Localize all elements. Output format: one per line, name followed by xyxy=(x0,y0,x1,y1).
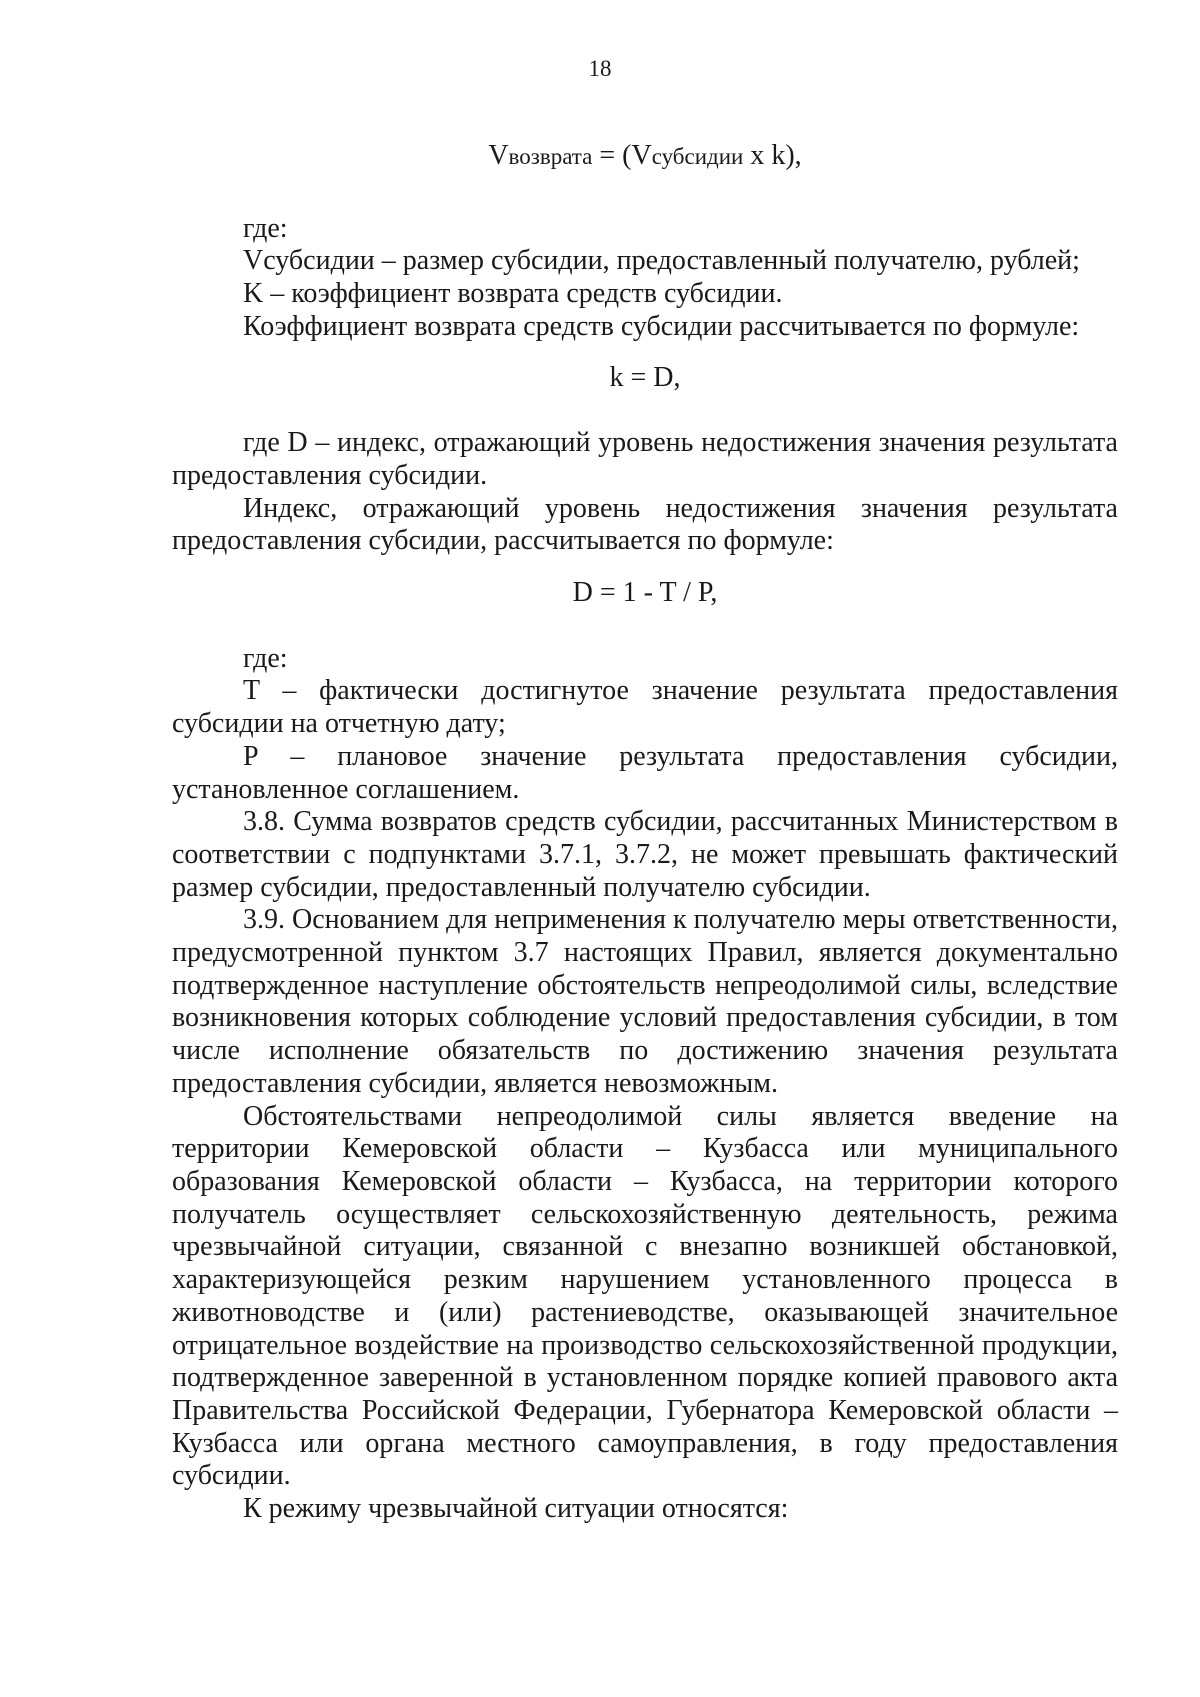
formula-d: D = 1 - T / P, xyxy=(572,577,718,609)
paragraph-v-subsidy-definition: Vсубсидии – размер субсидии, предоставленный получателю, рублей; xyxy=(243,245,1080,277)
page-number: 18 xyxy=(588,56,612,81)
paragraph-emergency-regime: К режиму чрезвычайной ситуации относятся: xyxy=(243,1493,789,1525)
paragraph-p-definition: P – плановое значение результата предоставления субсидии, установленное соглашением. xyxy=(172,740,1118,805)
paragraph-d-formula-intro: Индекс, отражающий уровень недостижения значения результата предоставления субсидии, рассчитывается по формуле: xyxy=(172,492,1118,557)
paragraph-k-definition: K – коэффициент возврата средств субсидии. xyxy=(243,278,783,310)
formula-v-subscript-subsidy: субсидии xyxy=(651,144,744,169)
paragraph-k-formula-intro: Коэффициент возврата средств субсидии рассчитывается по формуле: xyxy=(243,310,1080,342)
document-body xyxy=(172,140,1118,1526)
paragraph-section-3-9: 3.9. Основанием для неприменения к получателю меры ответственности, предусмотренной пунктом 3.7 настоящих Правил, является документально подтвержденное наступление обстоятельств непреодолимой силы, вследствие возникновения которых соблюдение условий предоставления субсидии, в том числе исполнение обязательств по достижению значения результата предоставления субсидии, является невозможным. xyxy=(172,904,1118,1099)
paragraph-where-1: где: xyxy=(243,212,288,244)
formula-return-amount xyxy=(172,140,1118,174)
paragraph-t-definition: T – фактически достигнутое значение результата предоставления субсидии на отчетную дату; xyxy=(172,675,1118,740)
formula-middle: = (V xyxy=(592,140,652,171)
paragraph-d-definition: где D – индекс, отражающий уровень недостижения значения результата предоставления субсидии. xyxy=(172,427,1118,491)
formula-v-symbol: V xyxy=(488,140,509,171)
formula-end: x k), xyxy=(743,140,802,171)
paragraph-section-3-8: 3.8. Сумма возвратов средств субсидии, рассчитанных Министерством в соответствии с подпунктами 3.7.1, 3.7.2, не может превышать фактический размер субсидии, предоставленный получателю субсидии. xyxy=(172,806,1118,903)
formula-k: k = D, xyxy=(609,361,681,393)
paragraph-where-2: где: xyxy=(243,642,288,674)
formula-v-subscript-return: возврата xyxy=(508,144,593,169)
paragraph-force-majeure: Обстоятельствами непреодолимой силы является введение на территории Кемеровской области – Кузбасса или муниципального образования Кемеровской области – Кузбасса, на территории которого получатель осуществляет сельскохозяйственную деятельность, режима чрезвычайной ситуации, связанной с внезапно возникшей обстановкой, характеризующейся резким нарушением установленного процесса в животноводстве и (или) растениеводстве, оказывающей значительное отрицательное воздействие на производство сельскохозяйственной продукции, подтвержденное заверенной в установленном порядке копией правового акта Правительства Российской Федерации, Губернатора Кемеровской области – Кузбасса или органа местного самоуправления, в году предоставления субсидии. xyxy=(172,1100,1118,1492)
